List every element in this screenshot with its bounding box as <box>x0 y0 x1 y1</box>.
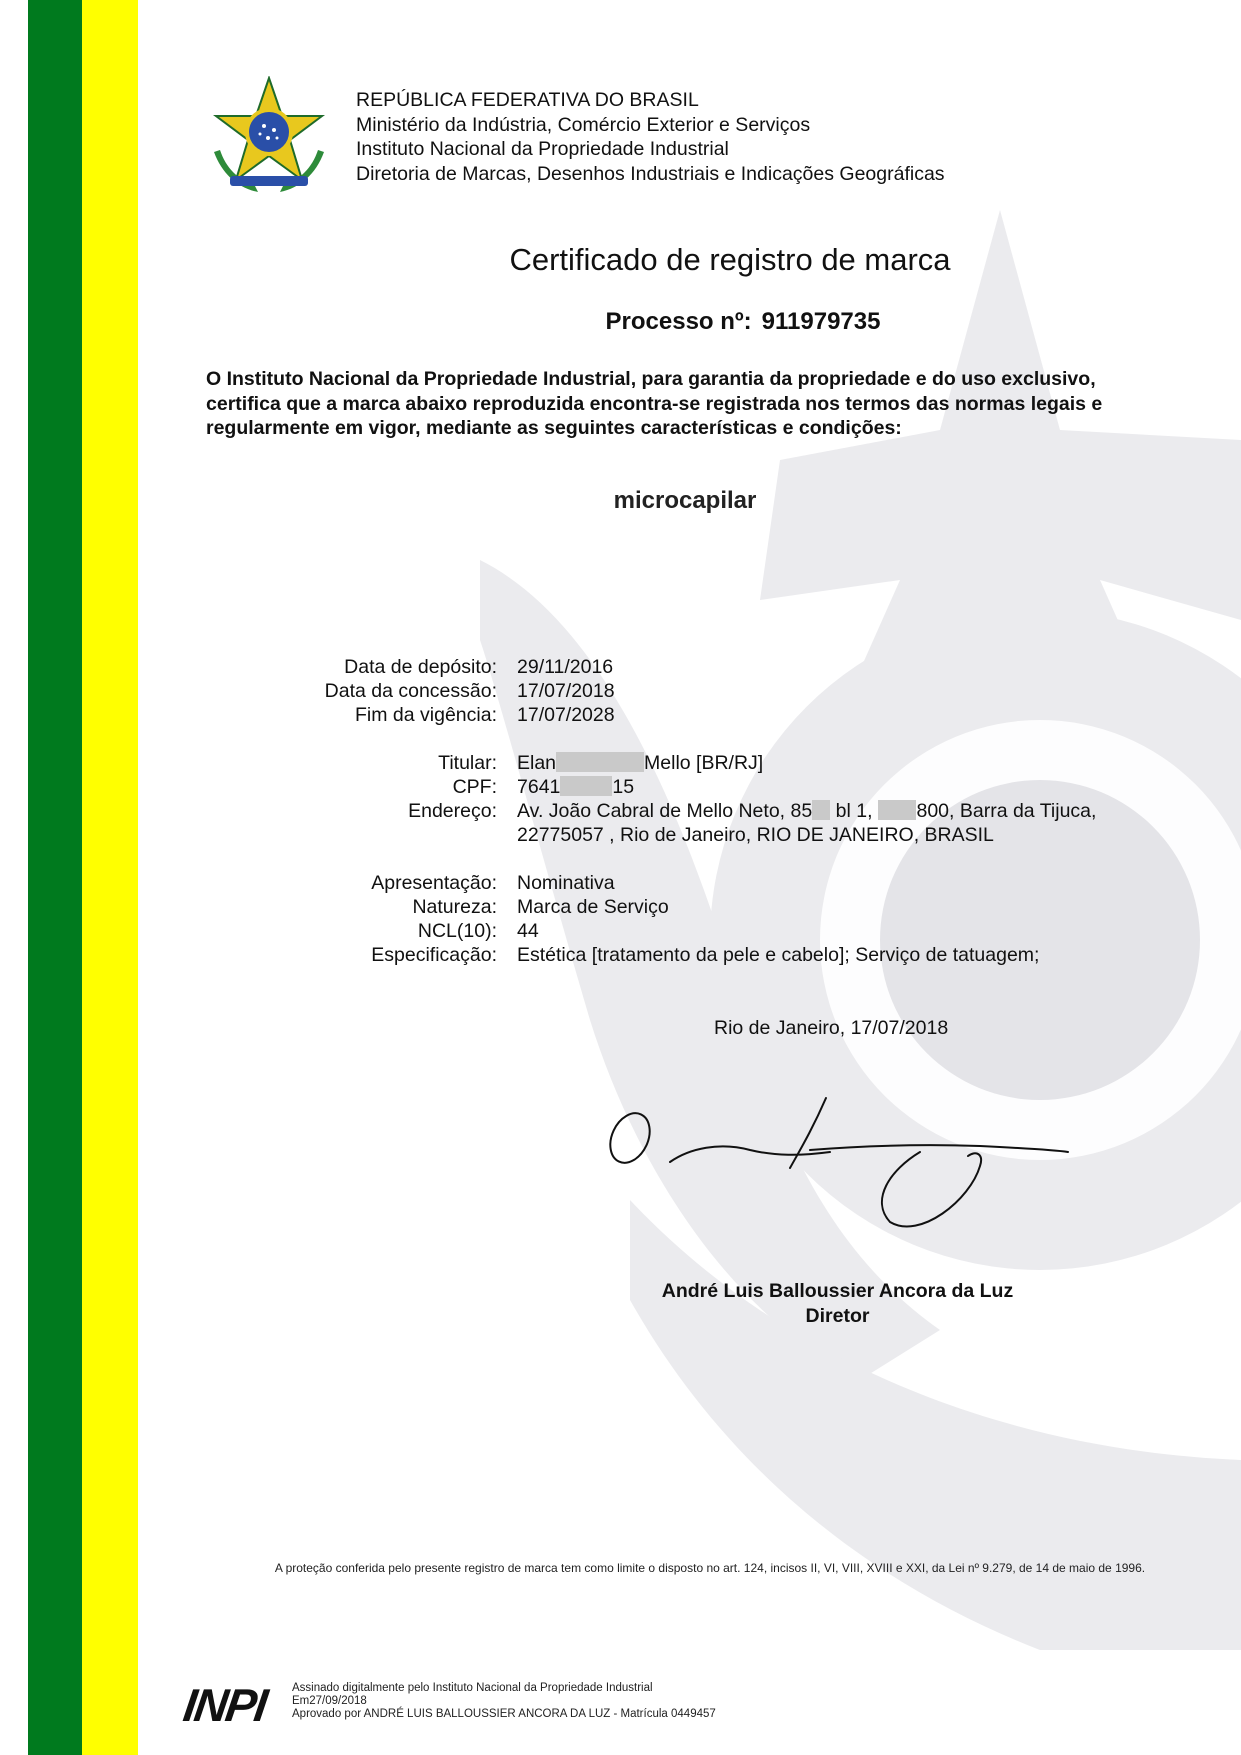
signer-name: André Luis Balloussier Ancora da Luz <box>661 1280 1014 1302</box>
cpf-label: CPF: <box>452 776 497 798</box>
address-line-2: 22775057 , Rio de Janeiro, RIO DE JANEIRO, BRASIL <box>517 824 994 846</box>
redaction-block <box>812 800 830 820</box>
nature-value: Marca de Serviço <box>517 896 669 918</box>
intro-line-2: certifica que a marca abaixo reproduzida encontra-se registrada nos termos das normas legais e <box>206 392 1103 415</box>
address-part-3: 800, Barra da Tijuca, <box>916 800 1097 822</box>
titular-last: Mello [BR/RJ] <box>644 752 764 774</box>
intro-line-1: O Instituto Nacional da Propriedade Industrial, para garantia da propriedade e do uso exclusivo, <box>206 368 1096 390</box>
place-and-date: Rio de Janeiro, 17/07/2018 <box>714 1017 949 1039</box>
address-part-2: bl 1, <box>835 800 873 822</box>
redaction-block <box>560 776 612 796</box>
trademark-name: microcapilar <box>613 487 757 514</box>
titular-first: Elan <box>517 752 557 774</box>
cpf-last: 15 <box>612 776 635 798</box>
yellow-stripe <box>82 0 138 1755</box>
digital-signature-line-3: Aprovado por ANDRÉ LUIS BALLOUSSIER ANCORA DA LUZ - Matrícula 0449457 <box>292 1708 716 1720</box>
green-stripe <box>28 0 82 1755</box>
header-line-directorate: Diretoria de Marcas, Desenhos Industriais e Indicações Geográficas <box>356 162 945 185</box>
redaction-block <box>878 800 916 820</box>
presentation-value: Nominativa <box>517 872 615 894</box>
document-title: Certificado de registro de marca <box>509 242 951 277</box>
intro-line-3: regularmente em vigor, mediante as seguintes características e condições: <box>206 417 902 439</box>
grant-date-label: Data da concessão: <box>324 680 497 702</box>
ncl-value: 44 <box>517 920 539 942</box>
redaction-block <box>556 752 644 772</box>
deposit-date-value: 29/11/2016 <box>517 656 614 678</box>
nature-label: Natureza: <box>412 896 497 918</box>
cpf-value <box>517 775 634 799</box>
specification-value: Estética [tratamento da pele e cabelo]; Serviço de tatuagem; <box>517 944 1040 966</box>
process-label: Processo nº: <box>605 308 752 335</box>
address-value <box>517 799 1096 823</box>
digital-signature-info <box>292 1682 716 1721</box>
titular-value <box>517 751 763 775</box>
header-line-institute: Instituto Nacional da Propriedade Industrial <box>356 138 729 160</box>
specification-label: Especificação: <box>371 944 497 966</box>
signer-block <box>600 1279 1075 1328</box>
director-signature <box>600 1090 1070 1250</box>
brazil-coat-of-arms <box>208 76 330 198</box>
header-line-republic: REPÚBLICA FEDERATIVA DO BRASIL <box>356 89 699 111</box>
digital-signature-line-1: Assinado digitalmente pelo Instituto Nacional da Propriedade Industrial <box>292 1682 653 1694</box>
deposit-date-label: Data de depósito: <box>344 656 497 678</box>
inpi-logo: INPI <box>180 1679 270 1731</box>
titular-label: Titular: <box>438 752 497 774</box>
digital-signature-line-2: Em27/09/2018 <box>292 1695 367 1707</box>
institution-header <box>356 88 945 186</box>
address-label: Endereço: <box>408 800 497 822</box>
header-line-ministry: Ministério da Indústria, Comércio Exterior e Serviços <box>356 113 811 136</box>
intro-paragraph <box>206 367 1176 441</box>
process-number <box>0 308 1241 336</box>
legal-note: A proteção conferida pelo presente registro de marca tem como limite o disposto no art. 124, incisos II, VI, VIII, XVIII e XXI, da Lei nº 9.279, de 14 de maio de 1996. <box>274 1561 1146 1575</box>
address-part-1: Av. João Cabral de Mello Neto, 85 <box>517 800 813 822</box>
end-date-value: 17/07/2028 <box>517 704 615 726</box>
signer-role: Diretor <box>805 1304 870 1327</box>
ncl-label: NCL(10): <box>417 920 497 942</box>
process-value: 911979735 <box>761 308 881 335</box>
cpf-first: 7641 <box>517 776 561 798</box>
presentation-label: Apresentação: <box>371 872 497 894</box>
end-date-label: Fim da vigência: <box>355 704 497 726</box>
grant-date-value: 17/07/2018 <box>517 680 615 702</box>
